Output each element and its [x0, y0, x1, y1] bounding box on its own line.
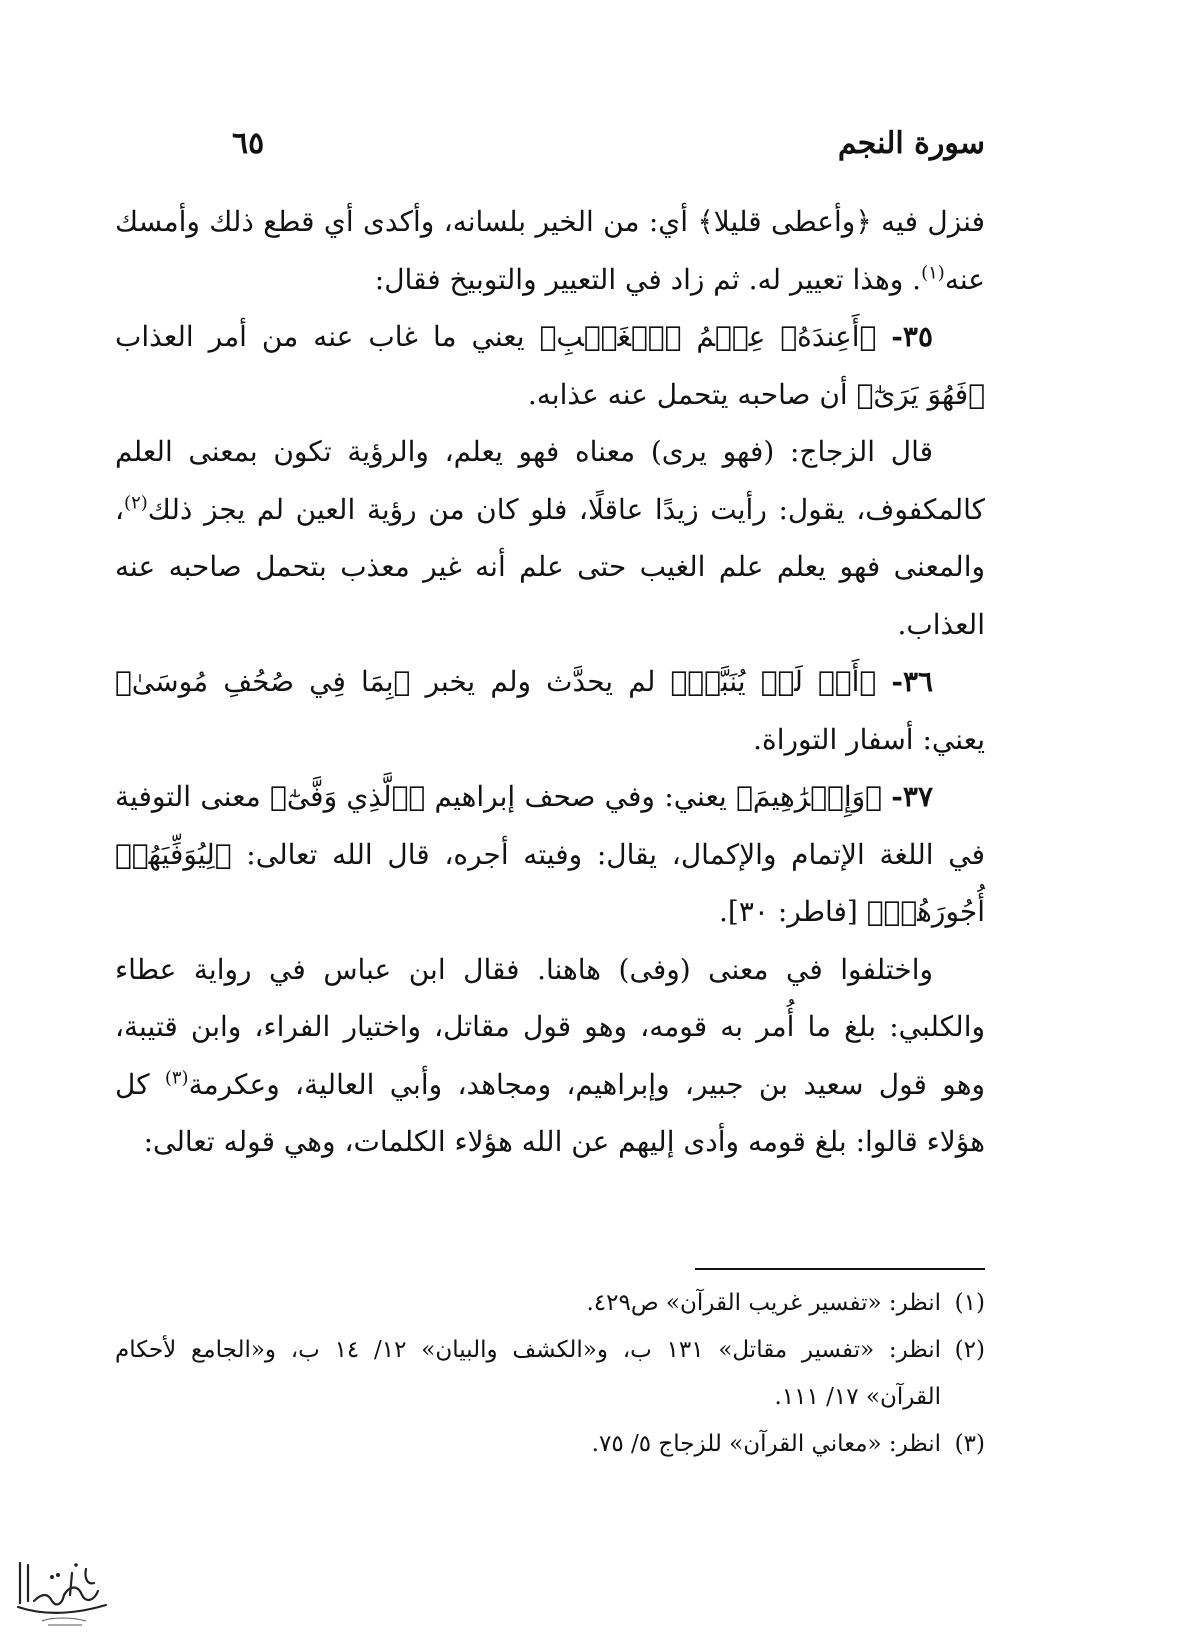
verse-number-36: ٣٦-: [891, 665, 934, 698]
verse-number-35: ٣٥-: [891, 320, 933, 353]
footnote-3-number: (٣): [954, 1431, 985, 1457]
footnote-divider: [695, 1268, 985, 1270]
footnote-1-text: انظر: «تفسير غريب القرآن» ص٤٢٩.: [586, 1290, 941, 1316]
footnote-ref-2: (٢): [124, 492, 148, 514]
paragraph-verse-37: [115, 768, 985, 941]
footnote-3-text: انظر: «معاني القرآن» للزجاج ٥/ ٧٥.: [591, 1431, 941, 1457]
verse-35-text: ﴿أَعِندَهُۥ عِلۡمُ ٱلۡغَيۡبِ﴾ يعني ما غاب عنه من أمر العذاب ﴿فَهُوَ يَرَىٰٓ﴾ أن صاحبه يتحمل عنه عذابه.: [115, 320, 985, 411]
paragraph-ikhtilaf: [115, 941, 985, 1171]
paragraph-1-text-b: . وهذا تعيير له. ثم زاد في التعيير والتوبيخ فقال:: [374, 262, 922, 296]
verse-36-text: ﴿أَمۡ لَمۡ يُنَبَّأۡ﴾ لم يحدَّث ولم يخبر ﴿بِمَا فِي صُحُفِ مُوسَىٰ﴾ يعني: أسفار التوراة.: [115, 665, 985, 756]
paragraph-1-text-a: فنزل فيه ﴿وأعطى قليلا﴾ أي: من الخير بلسانه، وأكدى أي قطع ذلك وأمسك عنه: [115, 205, 985, 296]
page-header: [232, 118, 985, 168]
verse-37-text: ﴿وَإِبۡرَٰهِيمَ﴾ يعني: وفي صحف إبراهيم ﴿ٱلَّذِي وَفَّىٰٓ﴾ معنى التوفية في اللغة الإتمام والإكمال، يقال: وفيته أجره، قال الله تعالى: ﴿لِيُوَفِّيَهُمۡ أُجُورَهُمۡ﴾ [فاطر: ٣٠].: [115, 780, 985, 928]
footnote-2: [115, 1327, 985, 1421]
footnote-3: [115, 1421, 985, 1468]
main-text: [115, 193, 985, 1171]
footnote-2-text: انظر: «تفسير مقاتل» ١٣١ ب، و«الكشف والبيان» ١٢/ ١٤ ب، و«الجامع لأحكام القرآن» ١٧/ ١١١.: [115, 1337, 942, 1410]
paragraph-1: [115, 193, 985, 308]
footnote-1-number: (١): [954, 1290, 985, 1316]
verse-number-37: ٣٧-: [891, 780, 933, 813]
footnote-ref-1: (١): [921, 262, 945, 284]
footnote-1: [115, 1280, 985, 1327]
surah-title: سورة النجم: [837, 125, 985, 161]
footnote-ref-3: (٣): [164, 1067, 189, 1089]
page-number: ٦٥: [232, 125, 265, 161]
publisher-logo: [12, 1555, 112, 1630]
paragraph-zajjaj: [115, 423, 985, 653]
paragraph-verse-35: [115, 308, 985, 423]
paragraph-verse-36: [115, 653, 985, 768]
footnote-2-number: (٢): [954, 1337, 985, 1363]
paragraph-ikhtilaf-text-b: كل هؤلاء قالوا: بلغ قومه وأدى إليهم عن الله هؤلاء الكلمات، وهي قوله تعالى:: [115, 1067, 985, 1158]
paragraph-ikhtilaf-text-a: واختلفوا في معنى (وفى) هاهنا. فقال ابن عباس في رواية عطاء والكلبي: بلغ ما أُمر به قومه، وهو قول مقاتل، واختيار الفراء، وابن قتيبة، وهو قول سعيد بن جبير، وإبراهيم، ومجاهد، وأبي العالية، وعكرمة: [115, 952, 985, 1101]
footnotes: [115, 1280, 985, 1468]
paragraph-zajjaj-text-b: ، والمعنى فهو يعلم علم الغيب حتى علم أنه غير معذب بتحمل صاحبه عنه العذاب.: [115, 492, 985, 641]
paragraph-zajjaj-text-a: قال الزجاج: (فهو يرى) معناه فهو يعلم، والرؤية تكون بمعنى العلم كالمكفوف، يقول: رأيت زيدًا عاقلًا، فلو كان من رؤية العين لم يجز ذلك: [115, 435, 985, 526]
